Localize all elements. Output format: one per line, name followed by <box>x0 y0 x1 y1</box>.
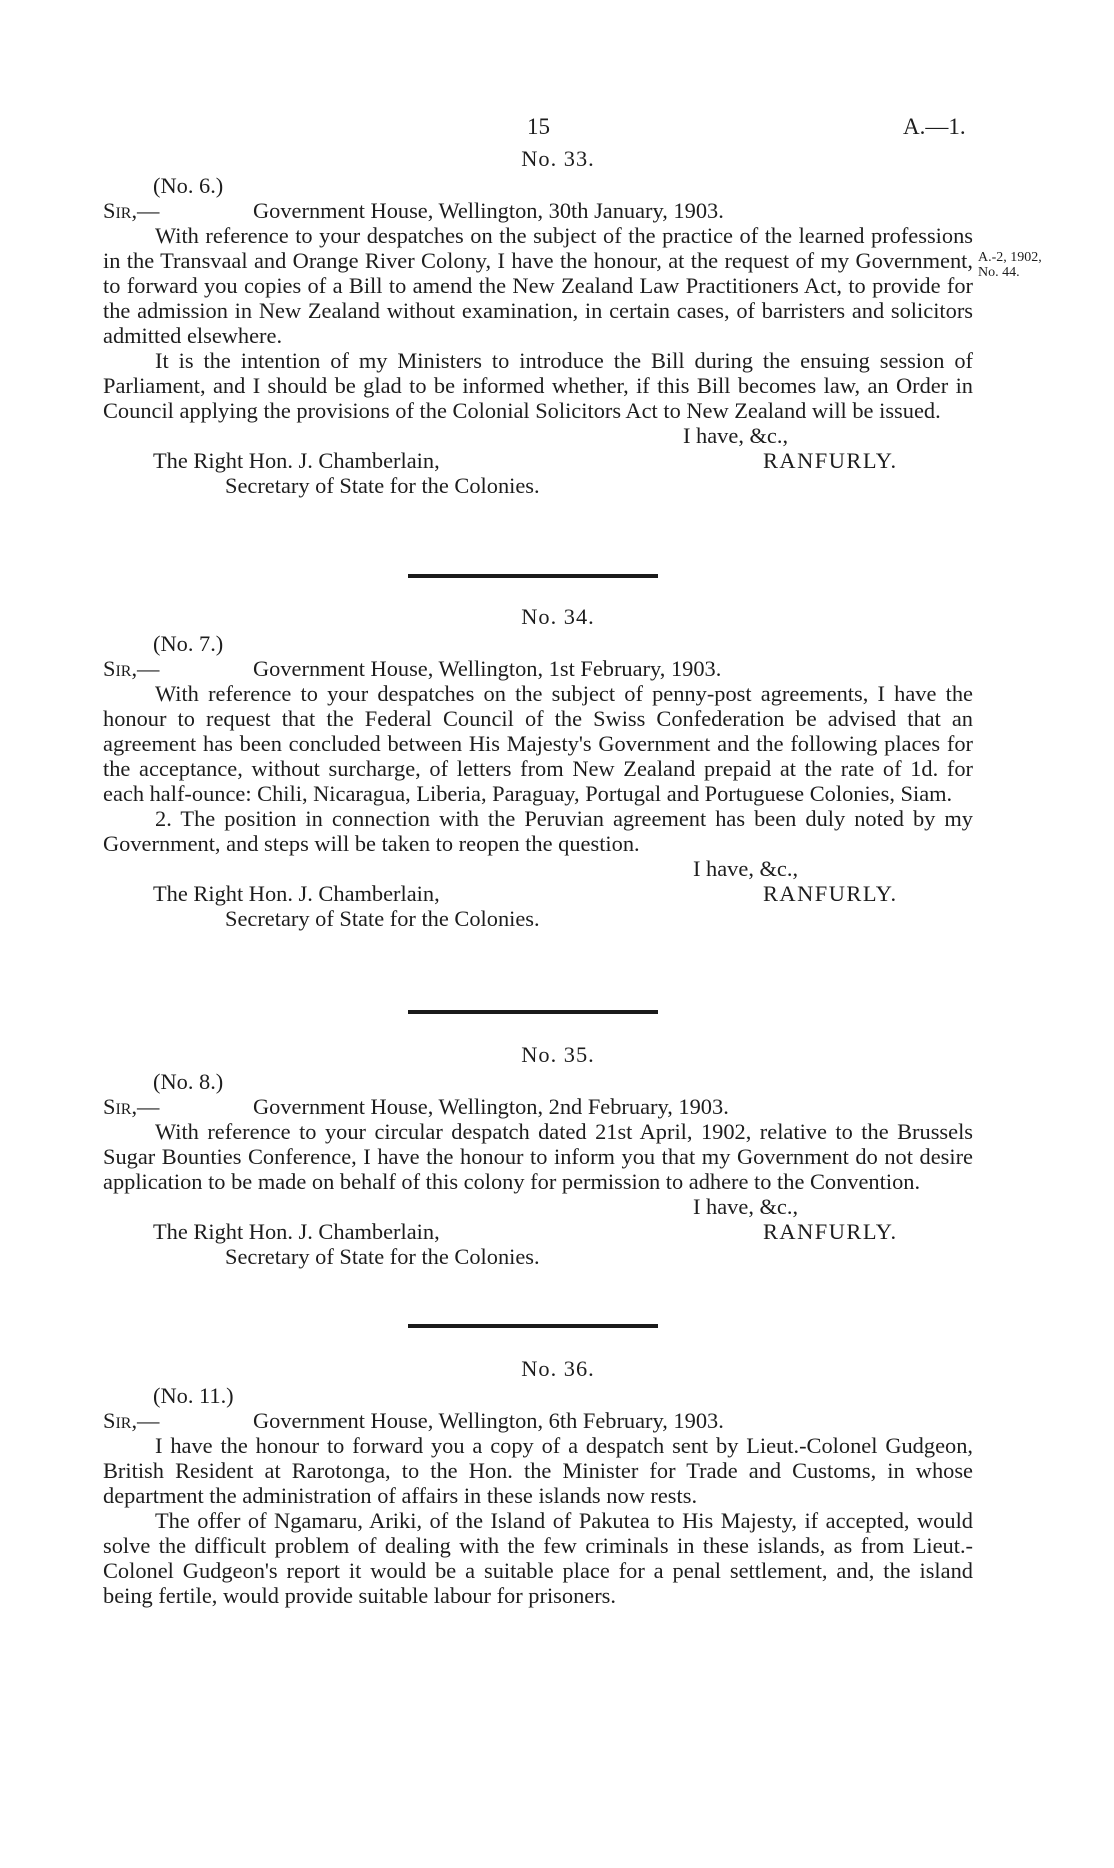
page-number: 15 <box>527 114 550 139</box>
despatch-number: No. 35. <box>521 1042 595 1067</box>
despatch-36 <box>103 1356 973 1608</box>
despatch-34 <box>103 604 973 931</box>
closing: I have, &c., <box>693 1194 799 1219</box>
despatch-number: No. 33. <box>521 146 595 171</box>
despatch-35 <box>103 1042 973 1269</box>
margin-note-line: A.-2, 1902, <box>978 250 1042 265</box>
paragraph: With reference to your despatches on the subject of penny-post agreements, I have the honour to request that the Federal Council of the Swiss Confederation be advised that an agreement has been concluded between His Majesty's Government and the following places for the acceptance, without surcharge, of letters from New Zealand prepaid at the rate of 1d. for each half-ounce: Chili, Nicaragua, Liberia, Paraguay, Portugal and Portuguese Colonies, Siam. <box>103 681 973 806</box>
signatory: RANFURLY. <box>763 1219 898 1244</box>
paragraph: I have the honour to forward you a copy of a despatch sent by Lieut.-Colonel Gudgeon, British Resident at Rarotonga, to the Hon. the Minister for Trade and Customs, in whose department the administration of affairs in these islands now rests. <box>103 1433 973 1508</box>
address-line: Government House, Wellington, 6th February, 1903. <box>253 1408 724 1433</box>
recipient: The Right Hon. J. Chamberlain, <box>153 1219 440 1244</box>
margin-note-line: No. 44. <box>978 265 1020 280</box>
paragraph: It is the intention of my Ministers to introduce the Bill during the ensuing session of Parliament, and I should be glad to be informed whether, if this Bill becomes law, an Order in Council applying the provisions of the Colonial Solicitors Act to New Zealand will be issued. <box>103 348 973 423</box>
recipient: The Right Hon. J. Chamberlain, <box>153 448 440 473</box>
salutation: Sir,— <box>103 1094 160 1119</box>
paragraph: With reference to your despatches on the subject of the practice of the learned professions in the Transvaal and Orange River Colony, I have the honour, at the request of my Government, to forward you copies of a Bill to amend the New Zealand Law Practitioners Act, to provide for the admission in New Zealand without examination, in certain cases, of barristers and solicitors admitted elsewhere. <box>103 223 973 348</box>
page-reference: A.—1. <box>903 114 966 139</box>
despatch-series-number: (No. 8.) <box>153 1069 224 1094</box>
recipient-office: Secretary of State for the Colonies. <box>225 906 540 931</box>
despatch-33 <box>103 146 973 498</box>
address-line: Government House, Wellington, 30th January, 1903. <box>253 198 724 223</box>
address-line: Government House, Wellington, 2nd February, 1903. <box>253 1094 729 1119</box>
paragraph: With reference to your circular despatch dated 21st April, 1902, relative to the Brussels Sugar Bounties Conference, I have the honour to inform you that my Government do not desire application to be made on behalf of this colony for permission to adhere to the Convention. <box>103 1119 973 1194</box>
paragraph: The offer of Ngamaru, Ariki, of the Island of Pakutea to His Majesty, if accepted, would solve the difficult problem of dealing with the few criminals in these islands, as from Lieut.-Colonel Gudgeon's report it would be a suitable place for a penal settlement, and, the island being fertile, would provide suitable labour for prisoners. <box>103 1508 973 1608</box>
section-divider <box>408 1324 658 1328</box>
recipient-office: Secretary of State for the Colonies. <box>225 473 540 498</box>
section-divider <box>408 574 658 578</box>
despatch-series-number: (No. 6.) <box>153 173 224 198</box>
salutation: Sir,— <box>103 656 160 681</box>
section-divider <box>408 1010 658 1014</box>
despatch-series-number: (No. 11.) <box>153 1383 234 1408</box>
recipient: The Right Hon. J. Chamberlain, <box>153 881 440 906</box>
paragraph: 2. The position in connection with the Peruvian agreement has been duly noted by my Government, and steps will be taken to reopen the question. <box>103 806 973 856</box>
despatch-number: No. 34. <box>521 604 595 629</box>
address-line: Government House, Wellington, 1st February, 1903. <box>253 656 722 681</box>
despatch-series-number: (No. 7.) <box>153 631 224 656</box>
salutation: Sir,— <box>103 1408 160 1433</box>
salutation: Sir,— <box>103 198 160 223</box>
closing: I have, &c., <box>693 856 799 881</box>
signatory: RANFURLY. <box>763 448 898 473</box>
closing: I have, &c., <box>683 423 789 448</box>
recipient-office: Secretary of State for the Colonies. <box>225 1244 540 1269</box>
margin-note <box>978 250 1068 280</box>
despatch-number: No. 36. <box>521 1356 595 1381</box>
signatory: RANFURLY. <box>763 881 898 906</box>
